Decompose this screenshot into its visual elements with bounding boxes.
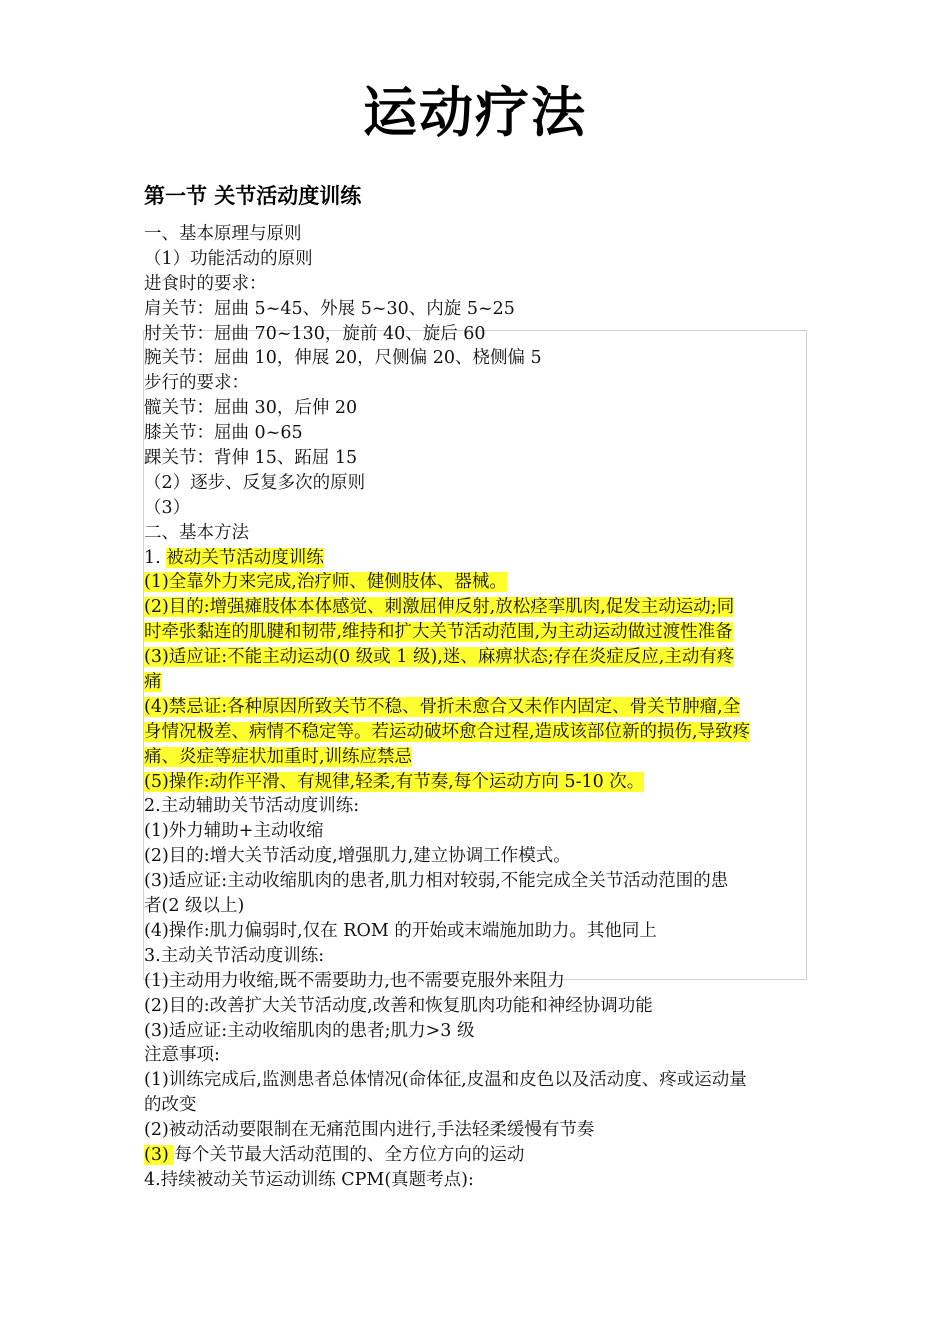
- section-heading: 第一节 关节活动度训练: [144, 184, 362, 208]
- line-text: (2)目的:增大关节活动度,增强肌力,建立协调工作模式。: [144, 846, 571, 867]
- text-line: [144, 1019, 814, 1044]
- line-text: （2）逐步、反复多次的原则: [144, 472, 366, 493]
- text-line: [144, 944, 814, 969]
- text-line: [144, 869, 814, 894]
- text-line: [144, 247, 814, 272]
- line-text: (1)外力辅助+主动收缩: [144, 821, 324, 842]
- text-line: [144, 222, 814, 247]
- text-line: [144, 720, 814, 745]
- highlighted-text: (5)操作:动作平滑、有规律,轻柔,有节奏,每个运动方向 5-10 次。: [144, 771, 645, 792]
- body-text: [144, 222, 814, 1193]
- text-line: [144, 745, 814, 770]
- line-text: (4)操作:肌力偏弱时,仅在 ROM 的开始或末端施加助力。其他同上: [144, 920, 657, 941]
- text-line: [144, 919, 814, 944]
- text-line: [144, 1143, 814, 1168]
- line-text: 一、基本原理与原则: [144, 224, 302, 244]
- line-text: (2)被动活动要限制在无痛范围内进行,手法轻柔缓慢有节奏: [144, 1120, 595, 1141]
- text-line: [144, 1168, 814, 1193]
- line-text: 肩关节：屈曲 5~45、外展 5~30、内旋 5~25: [144, 298, 515, 319]
- text-line: [144, 695, 814, 720]
- highlighted-text: (3)适应证:不能主动运动(0 级或 1 级),迷、麻痹状态;存在炎症反应,主动有疼: [144, 647, 735, 668]
- text-line: [144, 371, 814, 396]
- line-text: 3.主动关节活动度训练:: [144, 945, 325, 966]
- line-text: 的改变: [144, 1095, 197, 1116]
- line-text: 每个关节最大活动范围的、全方位方向的运动: [174, 1144, 525, 1165]
- line-text: 者(2 级以上): [144, 896, 245, 917]
- text-line: [144, 1118, 814, 1143]
- line-text: （3）: [144, 497, 191, 518]
- line-text: (1)主动用力收缩,既不需要助力,也不需要克服外来阻力: [144, 970, 565, 991]
- text-line: [144, 297, 814, 322]
- highlighted-text: 痛: [144, 672, 162, 693]
- text-line: [144, 546, 814, 571]
- text-line: [144, 595, 814, 620]
- line-text: 二、基本方法: [144, 522, 249, 543]
- text-line: [144, 496, 814, 521]
- text-line: [144, 645, 814, 670]
- line-text: (3)适应证:主动收缩肌肉的患者;肌力>3 级: [144, 1020, 475, 1041]
- text-line: [144, 446, 814, 471]
- page-title: 运动疗法: [363, 81, 587, 144]
- text-line: [144, 322, 814, 347]
- highlighted-text: 身情况极差、病情不稳定等。若运动破坏愈合过程,造成该部位新的损伤,导致疼: [144, 721, 751, 742]
- text-line: [144, 346, 814, 371]
- text-line: [144, 1068, 814, 1093]
- line-text: 踝关节：背伸 15、跖屈 15: [144, 448, 358, 469]
- text-line: [144, 471, 814, 496]
- text-line: [144, 670, 814, 695]
- text-line: [144, 969, 814, 994]
- highlighted-text: 被动关节活动度训练: [166, 547, 324, 568]
- line-text: (1)训练完成后,监测患者总体情况(命体征,皮温和皮色以及活动度、疼或运动量: [144, 1070, 747, 1091]
- text-line: [144, 1043, 814, 1068]
- text-line: [144, 1093, 814, 1118]
- line-text: 腕关节：屈曲 10，伸展 20，尺侧偏 20、桡侧偏 5: [144, 348, 542, 369]
- line-text: 髋关节：屈曲 30，后伸 20: [144, 398, 358, 419]
- highlighted-text: (1)全靠外力来完成,治疗师、健侧肢体、器械。: [144, 572, 507, 593]
- text-line: [144, 421, 814, 446]
- line-text: 4.持续被动关节运动训练 CPM(真题考点):: [144, 1169, 474, 1190]
- text-line: [144, 894, 814, 919]
- line-prefix: (3): [144, 1144, 175, 1165]
- text-line: [144, 819, 814, 844]
- line-text: 步行的要求：: [144, 373, 249, 394]
- text-line: [144, 570, 814, 595]
- line-text: (2)目的:改善扩大关节活动度,改善和恢复肌肉功能和神经协调功能: [144, 995, 653, 1016]
- highlighted-text: (2)目的:增强瘫肢体本体感觉、刺激屈伸反射,放松痉挛肌肉,促发主动运动;同: [144, 597, 735, 618]
- highlighted-text: 痛、炎症等症状加重时,训练应禁忌: [144, 746, 413, 767]
- highlighted-text: (4)禁忌证:各种原因所致关节不稳、骨折未愈合又未作内固定、骨关节肿瘤,全: [144, 696, 741, 717]
- text-line: [144, 794, 814, 819]
- text-line: [144, 620, 814, 645]
- line-text: 注意事项:: [144, 1045, 220, 1066]
- line-text: 膝关节：屈曲 0~65: [144, 423, 303, 444]
- text-line: [144, 770, 814, 795]
- text-line: [144, 521, 814, 546]
- line-text: (3)适应证:主动收缩肌肉的患者,肌力相对较弱,不能完成全关节活动范围的患: [144, 871, 729, 892]
- text-line: [144, 844, 814, 869]
- highlighted-text: 时牵张黏连的肌腱和韧带,维持和扩大关节活动范围,为主动运动做过渡性准备: [144, 622, 733, 643]
- line-text: 2.主动辅助关节活动度训练:: [144, 796, 360, 817]
- text-line: [144, 272, 814, 297]
- line-text: 进食时的要求：: [144, 273, 267, 294]
- line-text: （1）功能活动的原则: [144, 248, 313, 269]
- text-line: [144, 396, 814, 421]
- line-prefix: 1.: [144, 547, 167, 568]
- line-text: 肘关节：屈曲 70~130，旋前 40、旋后 60: [144, 323, 486, 344]
- text-line: [144, 994, 814, 1019]
